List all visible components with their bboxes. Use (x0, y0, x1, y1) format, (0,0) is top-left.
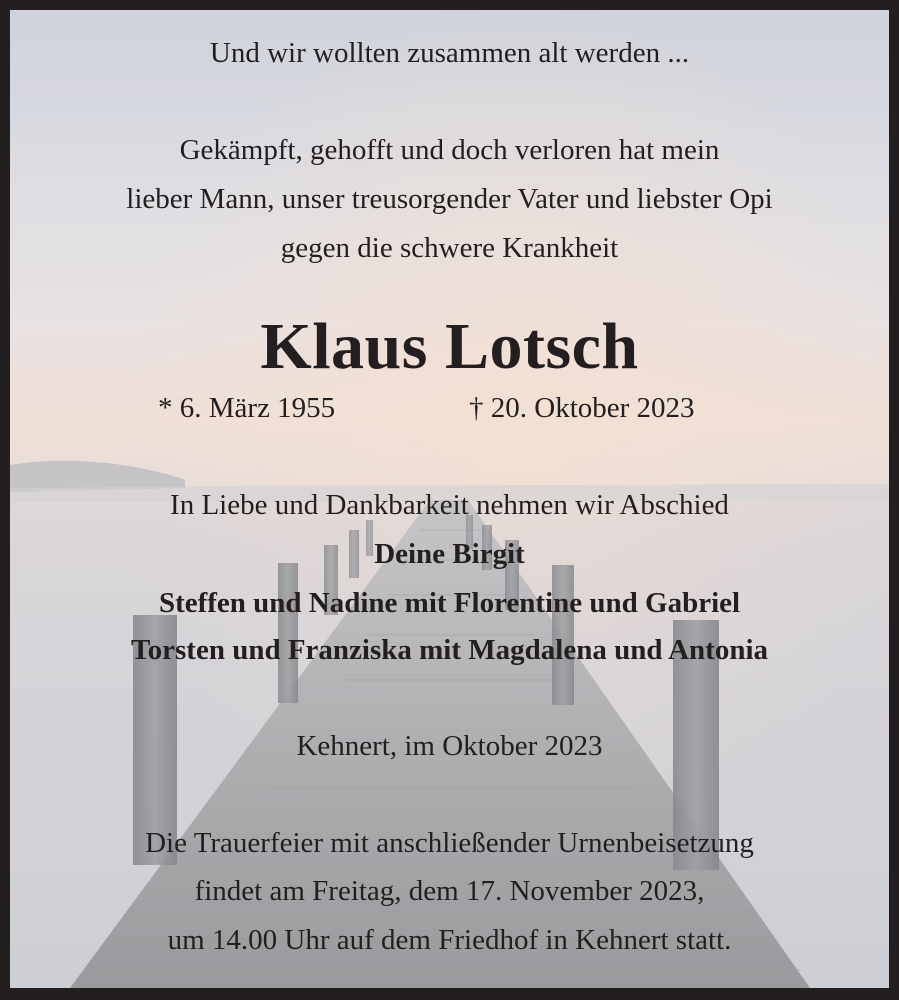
place-date: Kehnert, im Oktober 2023 (296, 730, 603, 762)
intro-quote: Und wir wollten zusammen alt werden ... (209, 37, 690, 69)
announcement-line-2: lieber Mann, unser treusorgender Vater und liebster Opi (126, 183, 773, 215)
announcement-line-3: gegen die schwere Krankheit (280, 232, 619, 264)
announcement-line-1: Gekämpft, gehofft und doch verloren hat mein (179, 134, 720, 166)
service-line-1: Die Trauerfeier mit anschließender Urnenbeisetzung (145, 827, 754, 859)
service-line-2: findet am Freitag, dem 17. November 2023, (194, 875, 705, 907)
farewell-intro: In Liebe und Dankbarkeit nehmen wir Abschied (170, 489, 729, 521)
mourner-line-3: Torsten und Franziska mit Magdalena und Antonia (130, 634, 769, 666)
birth-date: * 6. März 1955 (158, 392, 336, 424)
mourner-line-1: Deine Birgit (374, 538, 525, 570)
obituary-content (10, 10, 889, 988)
service-line-3: um 14.00 Uhr auf dem Friedhof in Kehnert statt. (167, 924, 732, 956)
mourner-line-2: Steffen und Nadine mit Florentine und Gabriel (158, 587, 741, 619)
death-date: † 20. Oktober 2023 (469, 392, 695, 424)
deceased-name: Klaus Lotsch (260, 310, 639, 383)
